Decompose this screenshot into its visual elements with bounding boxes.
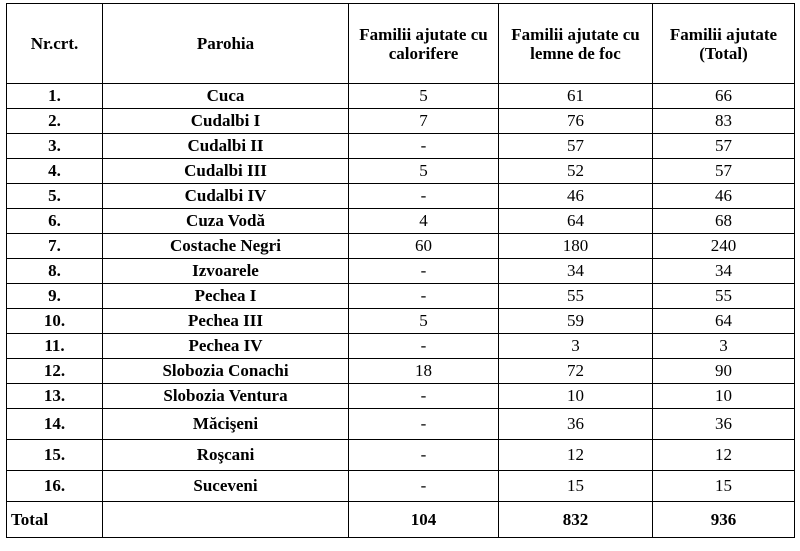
cell-total: 55	[653, 284, 795, 309]
cell-parohia: Pechea I	[103, 284, 349, 309]
families-aid-table	[6, 3, 795, 538]
table-row	[7, 334, 795, 359]
table-row	[7, 84, 795, 109]
cell-parohia: Cudalbi III	[103, 159, 349, 184]
cell-total: 57	[653, 159, 795, 184]
cell-parohia: Slobozia Ventura	[103, 384, 349, 409]
cell-total: 46	[653, 184, 795, 209]
totals-calorifere: 104	[349, 502, 499, 538]
cell-calorifere: 5	[349, 159, 499, 184]
cell-nr: 6.	[7, 209, 103, 234]
cell-parohia: Suceveni	[103, 471, 349, 502]
cell-total: 15	[653, 471, 795, 502]
table-row	[7, 471, 795, 502]
cell-nr: 2.	[7, 109, 103, 134]
totals-row	[7, 502, 795, 538]
cell-nr: 9.	[7, 284, 103, 309]
totals-empty-cell	[103, 502, 349, 538]
header-parohia: Parohia	[103, 4, 349, 84]
cell-nr: 5.	[7, 184, 103, 209]
cell-calorifere: -	[349, 471, 499, 502]
cell-lemne: 61	[499, 84, 653, 109]
cell-total: 240	[653, 234, 795, 259]
cell-calorifere: -	[349, 409, 499, 440]
table-row	[7, 209, 795, 234]
cell-lemne: 64	[499, 209, 653, 234]
totals-label: Total	[7, 502, 103, 538]
cell-calorifere: 4	[349, 209, 499, 234]
table-row	[7, 259, 795, 284]
table-row	[7, 309, 795, 334]
totals-lemne: 832	[499, 502, 653, 538]
cell-total: 64	[653, 309, 795, 334]
header-row	[7, 4, 795, 84]
cell-calorifere: -	[349, 284, 499, 309]
table-row	[7, 184, 795, 209]
cell-calorifere: 18	[349, 359, 499, 384]
cell-total: 34	[653, 259, 795, 284]
cell-total: 12	[653, 440, 795, 471]
cell-lemne: 15	[499, 471, 653, 502]
header-lemne: Familii ajutate cu lemne de foc	[499, 4, 653, 84]
cell-parohia: Izvoarele	[103, 259, 349, 284]
cell-parohia: Cuza Vodă	[103, 209, 349, 234]
header-nr: Nr.crt.	[7, 4, 103, 84]
cell-total: 68	[653, 209, 795, 234]
cell-lemne: 59	[499, 309, 653, 334]
cell-total: 36	[653, 409, 795, 440]
cell-calorifere: -	[349, 134, 499, 159]
cell-parohia: Pechea III	[103, 309, 349, 334]
table-row	[7, 109, 795, 134]
cell-nr: 11.	[7, 334, 103, 359]
cell-lemne: 52	[499, 159, 653, 184]
cell-nr: 13.	[7, 384, 103, 409]
cell-calorifere: -	[349, 259, 499, 284]
cell-calorifere: 7	[349, 109, 499, 134]
cell-total: 57	[653, 134, 795, 159]
cell-lemne: 57	[499, 134, 653, 159]
table-row	[7, 409, 795, 440]
cell-nr: 14.	[7, 409, 103, 440]
cell-parohia: Cuca	[103, 84, 349, 109]
table-row	[7, 359, 795, 384]
cell-nr: 4.	[7, 159, 103, 184]
cell-parohia: Slobozia Conachi	[103, 359, 349, 384]
table-row	[7, 284, 795, 309]
cell-nr: 10.	[7, 309, 103, 334]
cell-calorifere: -	[349, 184, 499, 209]
cell-total: 90	[653, 359, 795, 384]
cell-nr: 16.	[7, 471, 103, 502]
cell-nr: 1.	[7, 84, 103, 109]
cell-parohia: Pechea IV	[103, 334, 349, 359]
cell-total: 83	[653, 109, 795, 134]
table-row	[7, 384, 795, 409]
table-row	[7, 134, 795, 159]
cell-calorifere: -	[349, 440, 499, 471]
cell-lemne: 10	[499, 384, 653, 409]
cell-nr: 15.	[7, 440, 103, 471]
cell-lemne: 46	[499, 184, 653, 209]
cell-total: 66	[653, 84, 795, 109]
cell-lemne: 72	[499, 359, 653, 384]
cell-lemne: 3	[499, 334, 653, 359]
cell-lemne: 36	[499, 409, 653, 440]
cell-parohia: Cudalbi IV	[103, 184, 349, 209]
cell-nr: 7.	[7, 234, 103, 259]
cell-lemne: 12	[499, 440, 653, 471]
header-calorifere: Familii ajutate cu calorifere	[349, 4, 499, 84]
table-row	[7, 440, 795, 471]
cell-calorifere: -	[349, 384, 499, 409]
cell-parohia: Măcişeni	[103, 409, 349, 440]
cell-parohia: Costache Negri	[103, 234, 349, 259]
cell-nr: 12.	[7, 359, 103, 384]
table-row	[7, 234, 795, 259]
cell-total: 10	[653, 384, 795, 409]
cell-nr: 8.	[7, 259, 103, 284]
cell-calorifere: 5	[349, 84, 499, 109]
cell-total: 3	[653, 334, 795, 359]
cell-lemne: 76	[499, 109, 653, 134]
totals-total: 936	[653, 502, 795, 538]
cell-parohia: Roşcani	[103, 440, 349, 471]
table-row	[7, 159, 795, 184]
cell-lemne: 34	[499, 259, 653, 284]
cell-lemne: 55	[499, 284, 653, 309]
cell-lemne: 180	[499, 234, 653, 259]
cell-calorifere: 60	[349, 234, 499, 259]
cell-nr: 3.	[7, 134, 103, 159]
header-total: Familii ajutate (Total)	[653, 4, 795, 84]
cell-calorifere: -	[349, 334, 499, 359]
cell-parohia: Cudalbi II	[103, 134, 349, 159]
cell-calorifere: 5	[349, 309, 499, 334]
cell-parohia: Cudalbi I	[103, 109, 349, 134]
